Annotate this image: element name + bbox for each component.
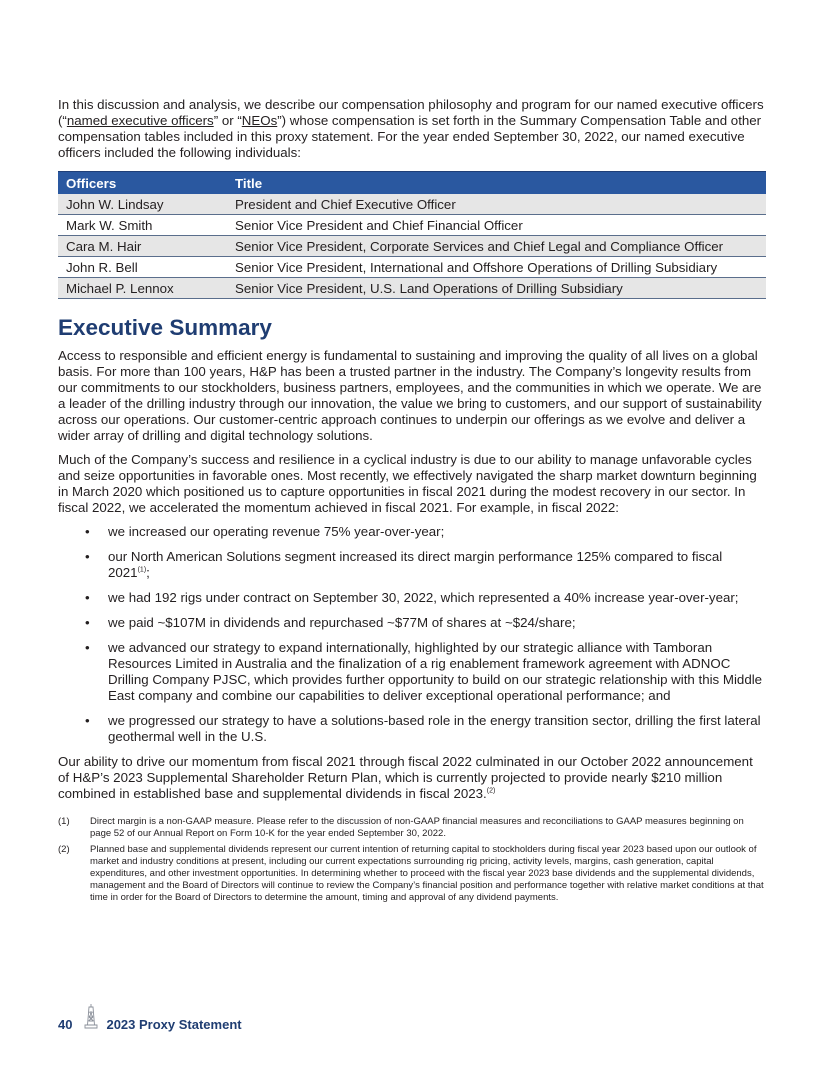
column-header-officers: Officers <box>58 172 227 195</box>
list-item: • we paid ~$107M in dividends and repurchased ~$77M of shares at ~$24/share; <box>85 615 576 630</box>
table-row <box>58 278 766 299</box>
bullet-icon: • <box>85 524 90 539</box>
neos-term: NEOs <box>241 113 278 128</box>
summary-paragraph-3: Our ability to drive our momentum from fiscal 2021 through fiscal 2022 culminated in our October 2022 announcement of H&P’s 2023 Supplemental Shareholder Return Plan, which is currently projected to provide nearly $210 million combined in established base and supplemental dividends in fiscal 2023.$^{(2)}$ <box>58 754 753 801</box>
table-row <box>58 257 766 278</box>
column-header-title: Title <box>227 172 766 195</box>
officer-name: Michael P. Lennox <box>58 278 227 299</box>
officer-title: Senior Vice President, U.S. Land Operations of Drilling Subsidiary <box>227 278 766 299</box>
footnote-reference: (2) <box>486 787 496 795</box>
table-row <box>58 194 766 215</box>
footnote-2: (2) Planned base and supplemental dividends represent our current intention of returning capital to stockholders during fiscal year 2023 based upon our outlook of market and industry conditions at present, including our current expectations surrounding rig pricing, activity levels, margins, cash generation, capital expenditures, and other investment opportunities. In determining whether to proceed with the fiscal year 2023 base dividends and the supplemental dividends, management and the Board of Directors will continue to review the Company’s financial position and performance together with relative market conditions at that time in order for the Board of Directors to determine the amount, timing and approval of any dividend payments. <box>58 844 764 903</box>
list-item: • we had 192 rigs under contract on September 30, 2022, which represented a 40% increase year-over-year; <box>85 590 739 605</box>
footnote-mark: (2) <box>58 844 70 855</box>
footnotes <box>58 816 766 904</box>
officer-title: President and Chief Executive Officer <box>227 194 766 215</box>
intro-paragraph: In this discussion and analysis, we describe our compensation philosophy and program for our named executive officers (“named executive officers” or “NEOs”) whose compensation is set forth in the Summary Compensation Table and other compensation tables included in this proxy statement. For the year ended September 30, 2022, our named executive officers included the following individuals: <box>58 97 764 160</box>
footnote-reference: (1) <box>137 566 147 574</box>
bullet-icon: • <box>85 615 90 630</box>
footnote-1: (1) Direct margin is a non-GAAP measure. Please refer to the discussion of non-GAAP financial measures and reconciliations to GAAP measures beginning on page 52 of our Annual Report on Form 10-K for the year ended September 30, 2022. <box>58 816 744 839</box>
bullet-icon: • <box>85 549 90 564</box>
officer-name: Mark W. Smith <box>58 215 227 236</box>
bullet-icon: • <box>85 640 90 655</box>
officer-name: John W. Lindsay <box>58 194 227 215</box>
achievements-list <box>58 524 766 745</box>
officer-title: Senior Vice President and Chief Financial Officer <box>227 215 766 236</box>
table-row <box>58 236 766 257</box>
officer-name: Cara M. Hair <box>58 236 227 257</box>
page-content <box>58 97 766 908</box>
bullet-icon: • <box>85 713 90 728</box>
officer-title: Senior Vice President, Corporate Services and Chief Legal and Compliance Officer <box>227 236 766 257</box>
drilling-rig-icon <box>84 1003 98 1032</box>
footnote-mark: (1) <box>58 816 70 827</box>
officers-table-header <box>58 172 766 195</box>
officer-title: Senior Vice President, International and Offshore Operations of Drilling Subsidiary <box>227 257 766 278</box>
list-item: • we progressed our strategy to have a solutions-based role in the energy transition sector, drilling the first lateral geothermal well in the U.S. <box>85 713 761 744</box>
summary-paragraph-2: Much of the Company’s success and resilience in a cyclical industry is due to our ability to manage unfavorable cycles and seize opportunities in favorable ones. Most recently, we effectively navigated the sharp market downturn beginning in March 2020 which positioned us to capture opportunities in fiscal 2021 during the modest recovery in our sector. In fiscal 2022, we accelerated the momentum achieved in fiscal 2021. For example, in fiscal 2022: <box>58 452 757 515</box>
officer-name: John R. Bell <box>58 257 227 278</box>
page-footer <box>58 1003 242 1032</box>
list-item: • our North American Solutions segment increased its direct margin performance 125% compared to fiscal 2021$^{(1)}$; <box>85 549 723 580</box>
summary-paragraph-1: Access to responsible and efficient energy is fundamental to sustaining and improving the quality of all lives on a global basis. For more than 100 years, H&P has been a trusted partner in the industry. The Company’s longevity results from our commitments to our stockholders, business partners, employees, and the communities in which we operate. We are a leader of the drilling industry through our innovation, the value we bring to customers, and our support of sustainability across our operations. Our customer-centric approach continues to underpin our offerings as we evolve and deliver a wider array of drilling and digital technology solutions. <box>58 348 762 443</box>
footer-title: 2023 Proxy Statement <box>106 1017 242 1032</box>
page-number: 40 <box>58 1017 73 1032</box>
bullet-icon: • <box>85 590 90 605</box>
named-executive-officers-term: named executive officers <box>66 113 214 128</box>
table-row <box>58 215 766 236</box>
officers-table <box>58 171 766 299</box>
section-heading: Executive Summary <box>58 315 272 340</box>
list-item: • we advanced our strategy to expand internationally, highlighted by our strategic alliance with Tamboran Resources Limited in Australia and the finalization of a rig enablement framework agreement with ADNOC Drilling Company PJSC, which provides further opportunity to build on our strategic relationship with this Middle East company and combine our capabilities to deliver exceptional operational performance; and <box>85 640 763 703</box>
list-item: • we increased our operating revenue 75% year-over-year; <box>85 524 445 539</box>
